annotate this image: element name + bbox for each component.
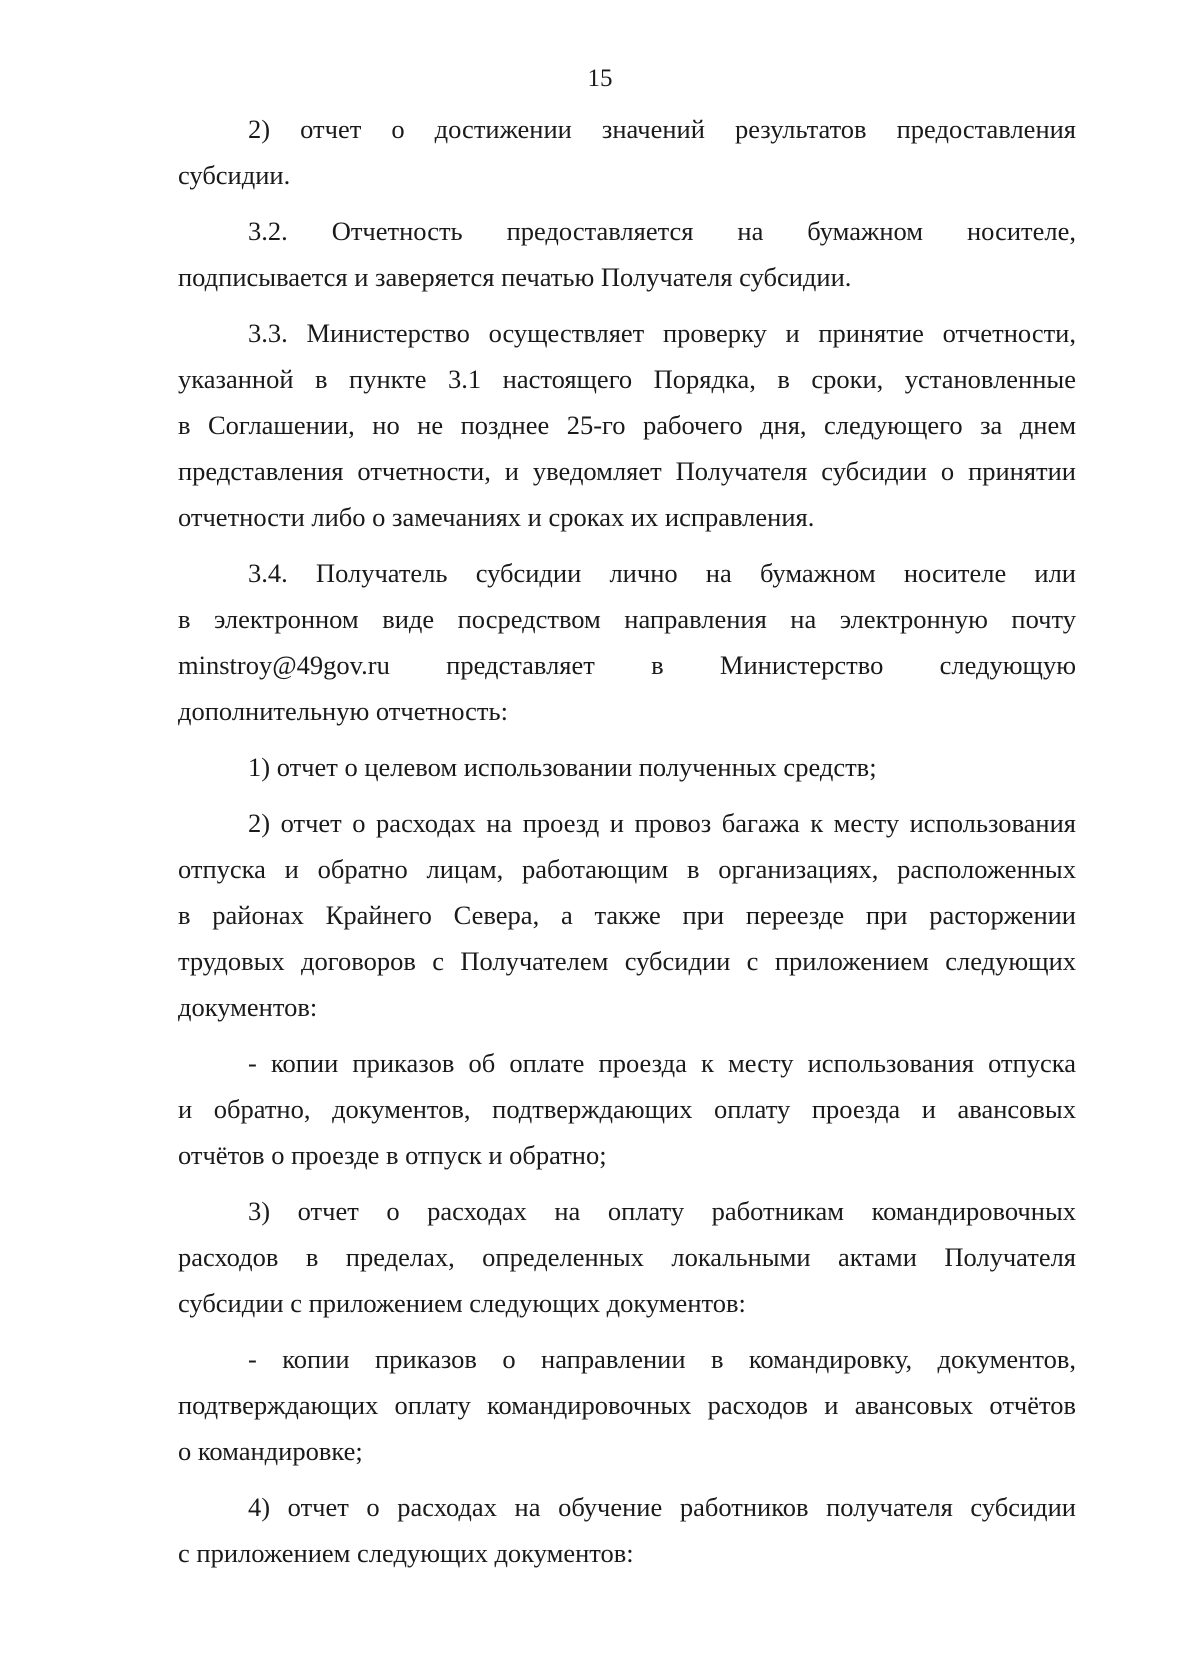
text-line: в районах Крайнего Севера, а также при переезде при расторжении	[178, 900, 1076, 930]
paragraph-report-results	[178, 106, 1076, 198]
list-item-3	[178, 1188, 1076, 1326]
list-item-4	[178, 1484, 1076, 1576]
text-line: указанной в пункте 3.1 настоящего Порядка, в сроки, установленные	[178, 364, 1076, 394]
text-line: 1) отчет о целевом использовании полученных средств;	[248, 752, 877, 782]
text-line: субсидии с приложением следующих документов:	[178, 1288, 746, 1318]
paragraph-3-4	[178, 550, 1076, 734]
text-line: - копии приказов о направлении в командировку, документов,	[248, 1344, 1076, 1374]
text-line: и обратно, документов, подтверждающих оплату проезда и авансовых	[178, 1094, 1076, 1124]
text-line: - копии приказов об оплате проезда к месту использования отпуска	[248, 1048, 1076, 1078]
text-line: отчетности либо о замечаниях и сроках их исправления.	[178, 502, 815, 532]
document-body	[178, 106, 1076, 1576]
text-line: отчётов о проезде в отпуск и обратно;	[178, 1140, 607, 1170]
text-fragment: представляет в Министерство следующую	[446, 650, 1076, 680]
text-line: трудовых договоров с Получателем субсидии с приложением следующих	[178, 946, 1076, 976]
text-line: документов:	[178, 992, 318, 1022]
text-line: с приложением следующих документов:	[178, 1538, 634, 1568]
text-line: отпуска и обратно лицам, работающим в организациях, расположенных	[178, 854, 1076, 884]
text-line: о командировке;	[178, 1436, 363, 1466]
text-line: 3.3. Министерство осуществляет проверку и принятие отчетности,	[248, 318, 1076, 348]
text-line: 3.2. Отчетность предоставляется на бумажном носителе,	[248, 216, 1076, 246]
email-address: minstroy@49gov.ru	[178, 650, 390, 680]
text-line: представления отчетности, и уведомляет Получателя субсидии о принятии	[178, 456, 1076, 486]
text-line: в электронном виде посредством направления на электронную почту	[178, 604, 1076, 634]
text-line-with-email	[178, 642, 1076, 688]
sub-item-vacation-travel	[178, 1040, 1076, 1178]
page-number: 15	[587, 65, 613, 92]
text-line: подтверждающих оплату командировочных расходов и авансовых отчётов	[178, 1390, 1076, 1420]
list-item-1	[178, 744, 1076, 790]
text-line: 3) отчет о расходах на оплату работникам командировочных	[248, 1196, 1076, 1226]
text-line: 4) отчет о расходах на обучение работников получателя субсидии	[248, 1492, 1076, 1522]
text-line: субсидии.	[178, 160, 291, 190]
text-line: 2) отчет о расходах на проезд и провоз багажа к месту использования	[248, 808, 1076, 838]
text-line: в Соглашении, но не позднее 25-го рабочего дня, следующего за днем	[178, 410, 1076, 440]
text-line: 3.4. Получатель субсидии лично на бумажном носителе или	[248, 558, 1076, 588]
sub-item-business-trip	[178, 1336, 1076, 1474]
text-line: подписывается и заверяется печатью Получателя субсидии.	[178, 262, 852, 292]
text-line: 2) отчет о достижении значений результатов предоставления	[248, 114, 1076, 144]
list-item-2	[178, 800, 1076, 1030]
text-line: дополнительную отчетность:	[178, 696, 508, 726]
paragraph-3-2	[178, 208, 1076, 300]
paragraph-3-3	[178, 310, 1076, 540]
text-line: расходов в пределах, определенных локальными актами Получателя	[178, 1242, 1076, 1272]
